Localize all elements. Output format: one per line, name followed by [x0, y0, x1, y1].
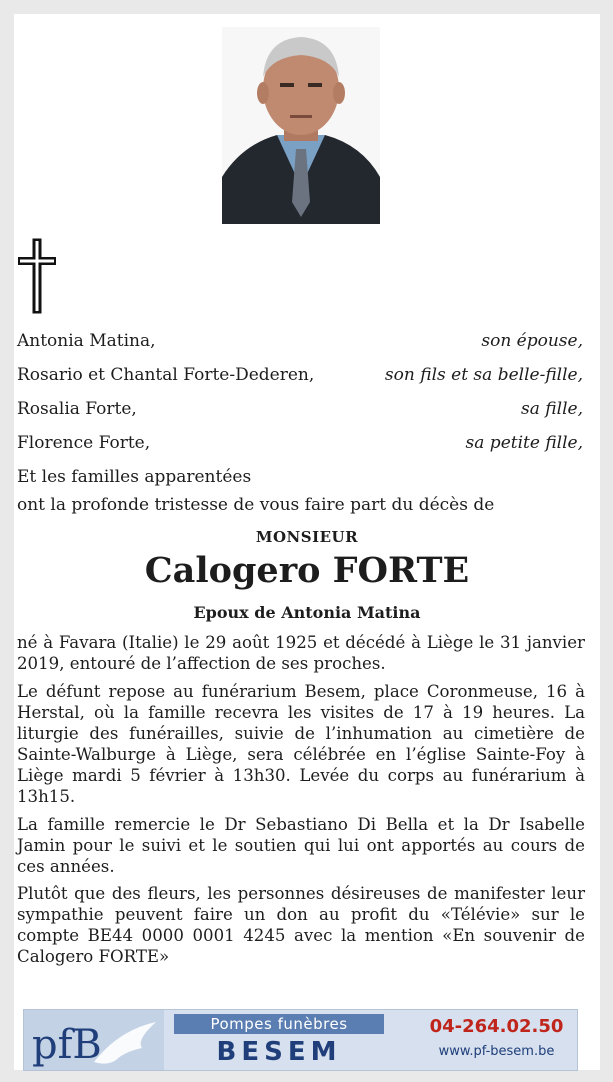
dove-logo-icon	[24, 1010, 164, 1070]
relative-row	[17, 330, 583, 352]
announcement-line: ont la profonde tristesse de vous faire part du décès de	[17, 495, 495, 515]
latin-cross-icon	[16, 237, 58, 315]
relative-role: son épouse,	[481, 331, 583, 351]
honorific: MONSIEUR	[255, 528, 359, 546]
relative-row	[17, 398, 583, 420]
relative-role: son fils et sa belle-fille,	[384, 365, 583, 385]
thanks-paragraph: La famille remercie le Dr Sebastiano Di Bella et la Dr Isabelle Jamin pour le suivi et le soutien qui lui ont apportés au cours de ces années.	[17, 815, 585, 876]
portrait-photo	[222, 27, 380, 224]
relative-row	[17, 432, 583, 454]
deceased-name: Calogero FORTE	[144, 550, 470, 591]
relative-name: Rosario et Chantal Forte-Dederen,	[17, 365, 315, 385]
logo-text: pfB	[32, 1022, 102, 1068]
relative-name: Antonia Matina,	[17, 331, 156, 351]
website-link[interactable]: www.pf-besem.be	[438, 1044, 555, 1059]
funeral-details-paragraph: Le défunt repose au funérarium Besem, place Coronmeuse, 16 à Herstal, où la famille recevra les visites de 17 à 19 heures. La liturgie des funérailles, suivie de l’inhumation au cimetière de Sainte-Walburge à Liège, sera célébrée en l’église Sainte-Foy à Liège mardi 5 février à 13h30. Levée du corps au funérarium à 13h15.	[17, 682, 585, 806]
brand-name: BESEM	[216, 1037, 342, 1067]
obituary-card	[14, 14, 600, 1070]
donation-paragraph: Plutôt que des fleurs, les personnes désireuses de manifester leur sympathie peuvent faire un don au profit du «Télévie» sur le compte BE44 0000 0001 4245 avec la mention «En souvenir de Calogero FORTE»	[17, 884, 585, 966]
relative-name: Florence Forte,	[17, 433, 151, 453]
birth-death-paragraph: né à Favara (Italie) le 29 août 1925 et décédé à Liège le 31 janvier 2019, entouré de l’affection de ses proches.	[17, 633, 585, 673]
families-line: Et les familles apparentées	[17, 467, 252, 487]
relative-row	[17, 364, 583, 386]
spouse-line: Epoux de Antonia Matina	[193, 603, 421, 622]
relative-role: sa fille,	[521, 399, 583, 419]
funeral-home-banner	[23, 1009, 578, 1071]
relative-name: Rosalia Forte,	[17, 399, 137, 419]
service-label: Pompes funèbres	[174, 1014, 384, 1034]
phone-number: 04-264.02.50	[429, 1016, 564, 1037]
relative-role: sa petite fille,	[465, 433, 583, 453]
